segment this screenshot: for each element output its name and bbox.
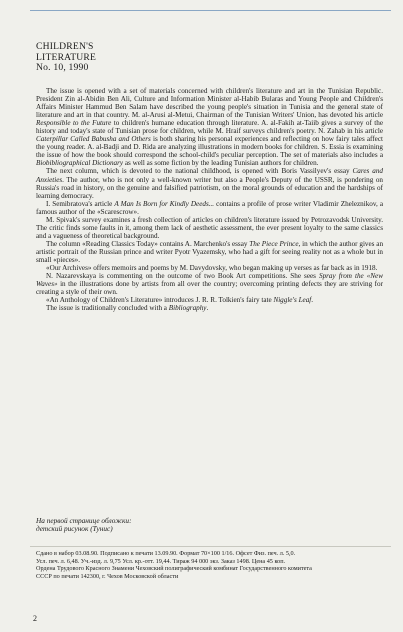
paragraph-archives: «Our Archives» offers memoirs and poems by M. Davydovsky, who began making up verses as far back as in 1918. (46, 264, 378, 273)
journal-title-block (36, 42, 96, 74)
paragraph-semibratova: I. Semibratova's article A Man Is Born for Kindly Deeds... contains a profile of prose writer Vladimir Zheleznikov, a famous author of the «Scarescrow». (36, 199, 383, 216)
paragraph-vassilyev: The next column, which is devoted to the national childhood, is opened with Boris Vassilyev's essay Cares and Anxieties. The author, who is not only a well-known writer but also a People's Deputy of the USSR, is pondering on Russia's road in history, on the genuine and falsified patriotism, on the moral grounds of education and the hardships of learning democracy. (36, 167, 383, 200)
imprint-line1: Сдано в набор 03.08.90. Подписано к печати 13.09.90. Формат 70×100 1/16. Офсет Физ. печ. л. 5,0. (36, 550, 296, 557)
journal-title-line2: LITERATURE (36, 51, 97, 63)
cover-caption-line2: детский рисунок (Тунис) (36, 524, 113, 534)
imprint-line4: СССР по печати 142300, г. Чехов Московской области (36, 573, 179, 581)
paragraph-spivak: M. Spivak's survey examines a fresh collection of articles on children's literature issued by Petrozavodsk University. The critic finds some faults in it, among them lack of aesthetic assessment, the ever present loyalty to the same classics and a vagueness of theoretical background. (36, 215, 383, 240)
top-divider (30, 10, 391, 11)
journal-title-line1: CHILDREN'S (36, 41, 94, 52)
page-number: 2 (33, 614, 37, 623)
paragraph-tunisia: The issue is opened with a set of materials concerned with children's literature and art in the Tunisian Republic. President Zin al-Abidin Ben Ali, Culture and Information Minister al-Habib Bularas and Young People and Children's Affairs Minister Hammud Ben Salam have described the young people's situation in Tunisia and the general state of literature and art in that country. M. al-Arusi al-Metui, Chairman of the Tunisian Writers' Union, has devoted his article Responsible to the Future to children's humane education through literature. A. al-Fakih at-Taiib gives a survey of the history and today's state of Tunisian prose for children, while M. Hraif surveys children's poetry. N. Zahab in his article Caterpillar Called Babusha and Others is both sharing his personal experiences and reflecting on how fairy tales affect the young reader. A. al-Badji and D. Rida are analyzing illustrations in modern books for children. S. Essia is examining the issue of how the book should correspond the school-child's peculiar perception. The set of materials also includes a Biobibliographical Dictionary as well as some fiction by the leading Tunisian authors for children. (36, 87, 383, 168)
paragraph-marchenko: The column «Reading Classics Today» contains A. Marchenko's essay The Piece Prince, in which the author gives an artistic portrait of the Russian prince and writer Pyotr Vyazemsky, who had a gift for seeing reality not as a whole but in small «pieces». (36, 239, 384, 264)
printing-imprint (36, 550, 387, 581)
imprint-divider (30, 546, 391, 547)
cover-caption (36, 517, 132, 534)
imprint-line3: Ордена Трудового Красного Знамени Чеховский полиграфический комбинат Государственного комитета (36, 565, 312, 573)
paragraph-bibliography: The issue is traditionally concluded with a Bibliography. (46, 304, 209, 313)
article-summary (36, 87, 383, 312)
cover-caption-line1: На первой странице обложки: (36, 516, 132, 525)
paragraph-nazarevskaya: N. Nazarevskaya is commenting on the outcome of two Book Art competitions. She sees Spray from the «New Waves» in the illustrations done by artists from all over the country; overcoming printing defects they are striving for creating a style of their own. (36, 272, 383, 297)
paragraph-anthology: «An Anthology of Children's Literature» introduces J. R. R. Tolkien's fairy tate Niggle's Leaf. (46, 296, 314, 305)
journal-issue-number: No. 10, 1990 (36, 62, 89, 73)
imprint-line2: Усл. печ. л. 6,48. Уч.-изд. л. 9,75 Усл. кр.-отт. 19,44. Тираж 94 000 экз. Заказ 1498. Цена 45 коп. (36, 557, 286, 565)
